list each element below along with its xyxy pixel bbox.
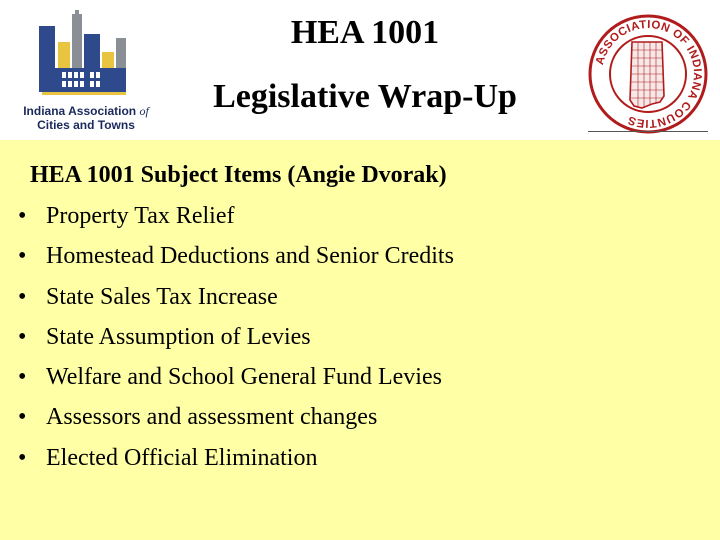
bullet-icon: • (18, 203, 27, 229)
left-logo-caption (6, 104, 166, 132)
list-item (18, 403, 454, 443)
logo-line2: Cities and Towns (37, 118, 135, 132)
association-indiana-counties-seal-icon (586, 12, 710, 136)
list-item-text: Welfare and School General Fund Levies (46, 364, 442, 391)
logo-line1-suffix: of (139, 104, 149, 118)
bullet-icon: • (18, 243, 27, 270)
bullet-icon: • (18, 283, 27, 310)
list-item-text: Property Tax Relief (46, 203, 235, 229)
bullet-icon: • (18, 444, 27, 471)
list-item (18, 444, 454, 484)
bullet-icon: • (18, 404, 27, 431)
list-item-text: State Assumption of Levies (46, 323, 311, 350)
bullet-icon: • (18, 364, 27, 391)
slide-header (0, 0, 720, 140)
list-item (18, 363, 454, 403)
list-item-text: Homestead Deductions and Senior Credits (46, 243, 454, 270)
list-item (18, 242, 454, 282)
list-item (18, 283, 454, 323)
seal-underline (588, 131, 708, 132)
list-item-text: State Sales Tax Increase (46, 283, 278, 310)
indiana-cities-towns-logo (6, 8, 166, 136)
content-subtitle: HEA 1001 Subject Items (Angie Dvorak) (30, 162, 447, 188)
subject-items-list (18, 202, 454, 484)
logo-line1-prefix: Indiana Association (23, 104, 140, 118)
list-item-text: Assessors and assessment changes (46, 404, 378, 431)
list-item (18, 323, 454, 363)
seal-ring-text: ASSOCIATION OF INDIANA COUNTIES (593, 18, 704, 130)
bullet-icon: • (18, 323, 27, 350)
slide-title-line1: HEA 1001 (290, 14, 440, 51)
city-skyline-icon (6, 8, 166, 104)
list-item (18, 202, 454, 242)
slide-title-line2: Legislative Wrap-Up (213, 78, 517, 115)
list-item-text: Elected Official Elimination (46, 444, 318, 471)
